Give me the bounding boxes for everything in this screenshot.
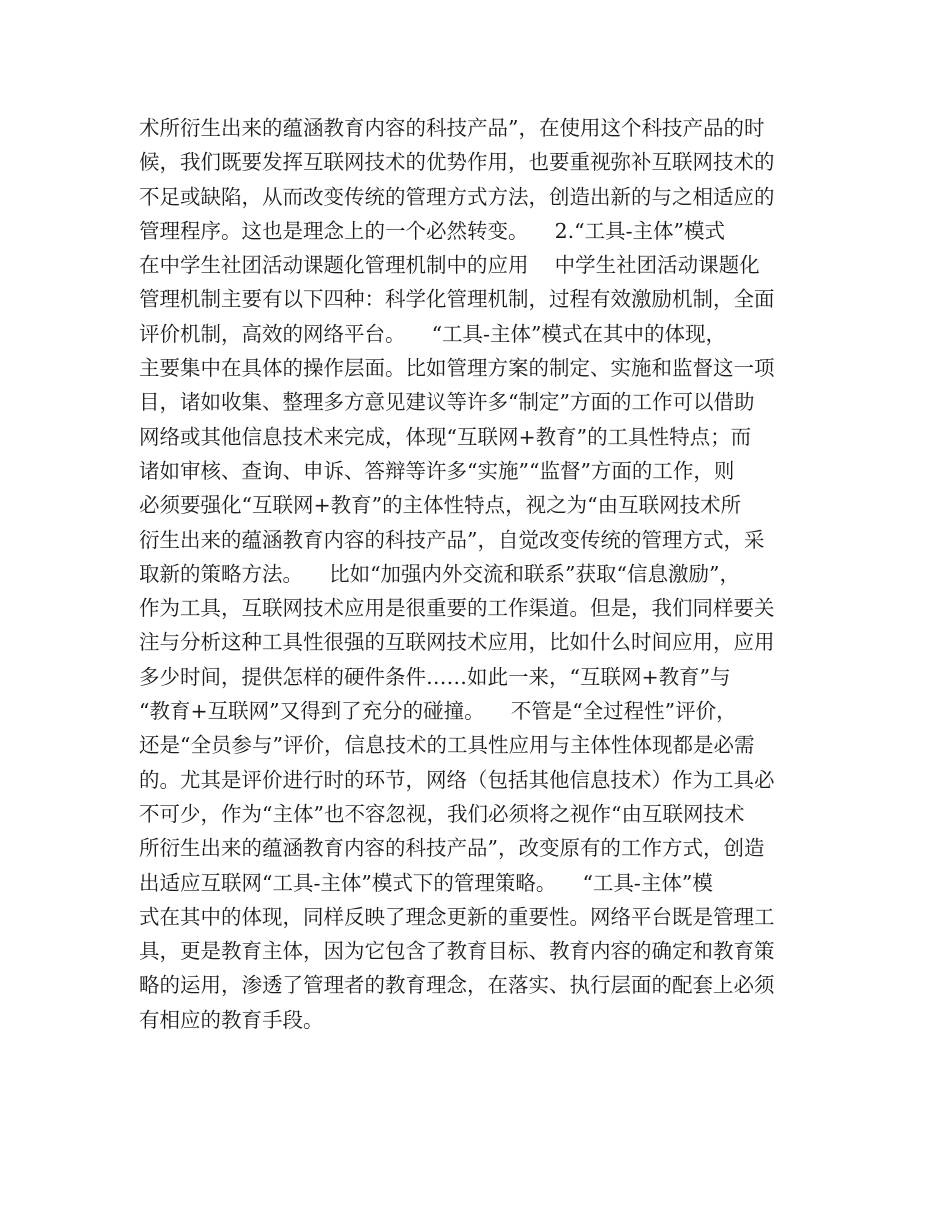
text-line: 取新的策略方法。 比如“加强内外交流和联系”获取“信息激励”， bbox=[139, 561, 740, 586]
text-line: 网络或其他信息技术来完成，体现“互联网+教育”的工具性特点；而 bbox=[139, 424, 752, 449]
text-line: 多少时间，提供怎样的硬件条件……如此一来，“互联网+教育”与 bbox=[139, 664, 731, 689]
text-line: 在中学生社团活动课题化管理机制中的应用 中学生社团活动课题化 bbox=[139, 253, 760, 278]
text-line: 出适应互联网“工具-主体”模式下的管理策略。 “工具-主体”模 bbox=[139, 870, 713, 895]
body-text bbox=[139, 111, 829, 1037]
text-line: 式在其中的体现，同样反映了理念更新的重要性。网络平台既是管理工 bbox=[139, 904, 775, 929]
text-line: 管理程序。这也是理念上的一个必然转变。 2.“工具-主体”模式 bbox=[139, 218, 726, 243]
text-line: 主要集中在具体的操作层面。比如管理方案的制定、实施和监督这一项 bbox=[139, 356, 775, 381]
text-line: 诸如审核、查询、申诉、答辩等许多“实施”“监督”方面的工作，则 bbox=[139, 458, 735, 483]
text-line: 候，我们既要发挥互联网技术的优势作用，也要重视弥补互联网技术的 bbox=[139, 150, 775, 175]
text-line: “教育+互联网”又得到了充分的碰撞。 不管是“全过程性”评价， bbox=[139, 699, 737, 724]
text-line: 管理机制主要有以下四种：科学化管理机制，过程有效激励机制，全面 bbox=[139, 287, 775, 312]
text-line: 注与分析这种工具性很强的互联网技术应用，比如什么时间应用，应用 bbox=[139, 630, 775, 655]
text-line: 有相应的教育手段。 bbox=[139, 1007, 324, 1032]
text-line: 术所衍生出来的蕴涵教育内容的科技产品”，在使用这个科技产品的时 bbox=[139, 116, 765, 140]
text-line: 必须要强化“互联网+教育”的主体性特点，视之为“由互联网技术所 bbox=[139, 493, 742, 518]
text-line: 目，诸如收集、整理多方意见建议等许多“制定”方面的工作可以借助 bbox=[139, 390, 755, 415]
text-line: 略的运用，渗透了管理者的教育理念，在落实、执行层面的配套上必须 bbox=[139, 973, 775, 998]
text-line: 的。尤其是评价进行时的环节，网络（包括其他信息技术）作为工具必 bbox=[139, 767, 775, 792]
text-line: 所衍生出来的蕴涵教育内容的科技产品”，改变原有的工作方式，创造 bbox=[139, 836, 765, 861]
text-line: 衍生出来的蕴涵教育内容的科技产品”，自觉改变传统的管理方式，采 bbox=[139, 527, 765, 552]
text-line: 作为工具，互联网技术应用是很重要的工作渠道。但是，我们同样要关 bbox=[139, 596, 775, 621]
text-line: 不足或缺陷，从而改变传统的管理方式方法，创造出新的与之相适应的 bbox=[139, 184, 775, 209]
text-line: 评价机制，高效的网络平台。 “工具-主体”模式在其中的体现， bbox=[139, 321, 726, 346]
text-line: 具，更是教育主体，因为它包含了教育目标、教育内容的确定和教育策 bbox=[139, 939, 775, 964]
text-line: 不可少，作为“主体”也不容忽视，我们必须将之视作“由互联网技术 bbox=[139, 801, 745, 826]
text-line: 还是“全员参与”评价，信息技术的工具性应用与主体性体现都是必需 bbox=[139, 733, 755, 758]
